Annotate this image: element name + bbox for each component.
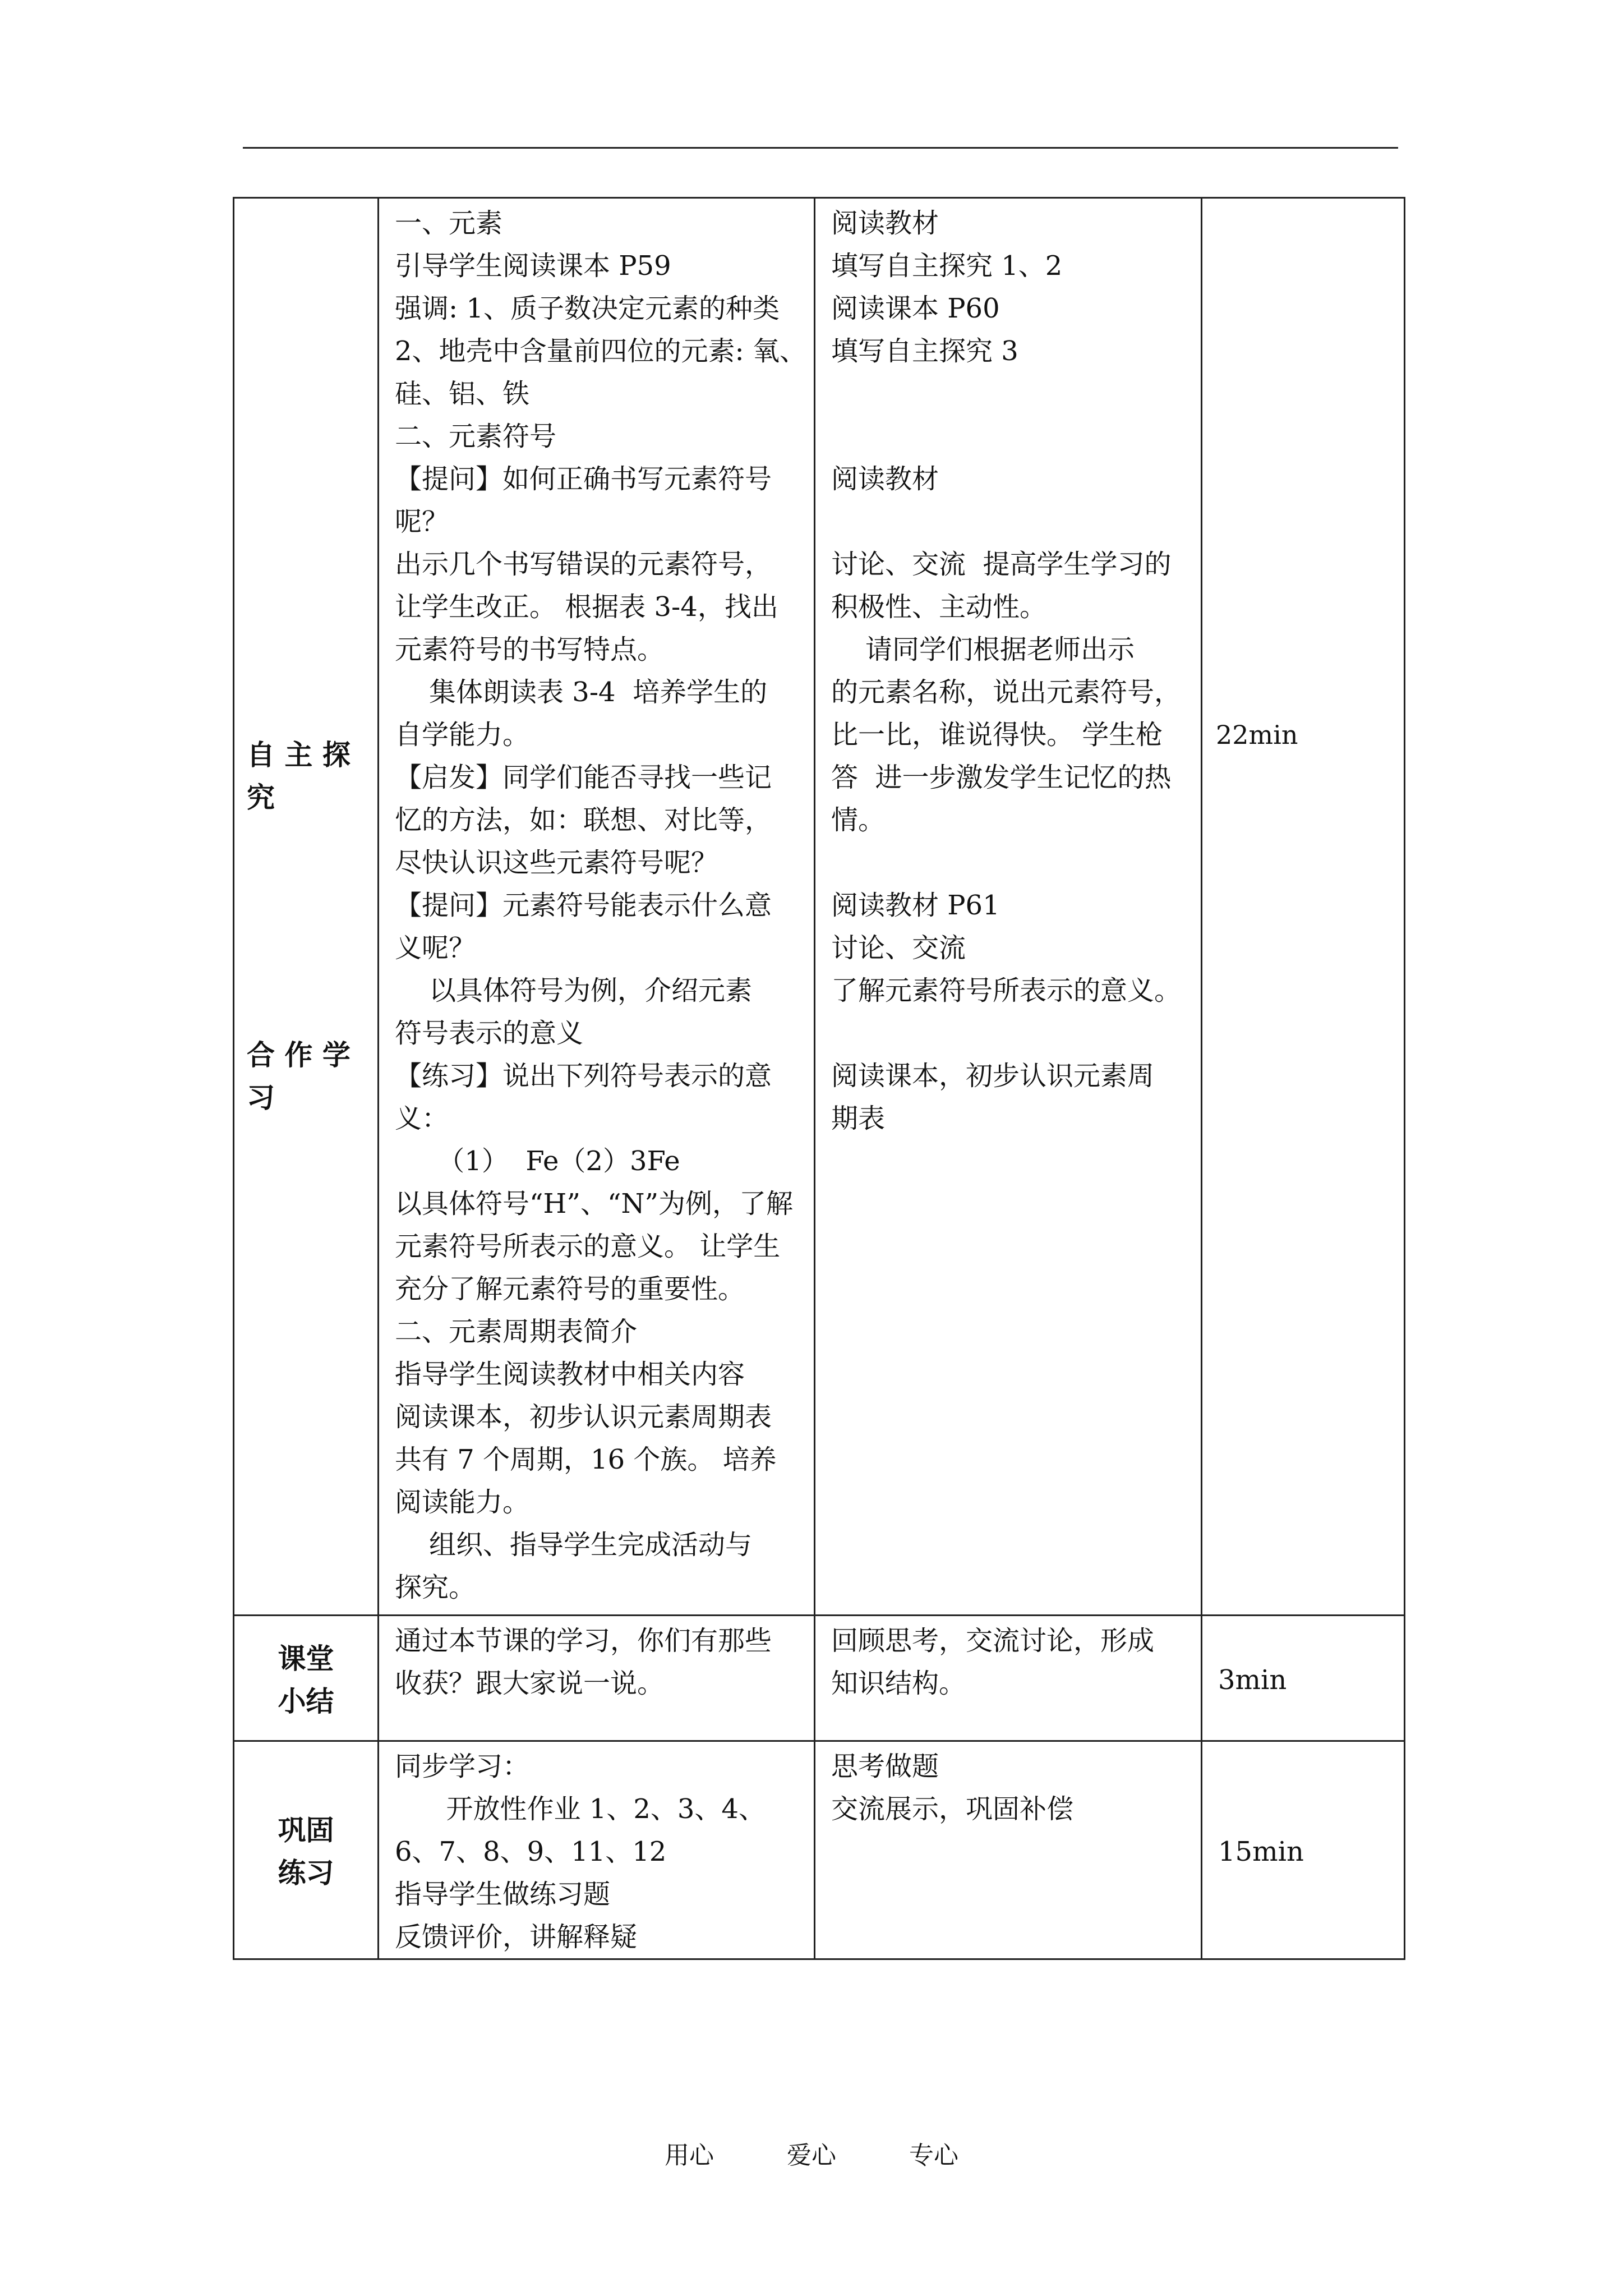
text-line: 2、地壳中含量前四位的元素: 氧、 (395, 335, 806, 367)
text-line: 一、元素 (395, 208, 503, 239)
text-line: 指导学生做练习题 (395, 1879, 611, 1910)
text-line: 【启发】同学们能否寻找一些记 (395, 762, 772, 793)
table-row-practice (234, 1741, 1405, 1959)
text-line: 【练习】说出下列符号表示的意 (395, 1060, 772, 1092)
stage-label-main-b (247, 1034, 365, 1119)
text-line: 二、元素周期表简介 (395, 1316, 638, 1347)
table-row-main (234, 198, 1405, 1616)
text-line (831, 841, 1188, 884)
text-line: 义呢？ (395, 932, 476, 964)
text-line: 集体朗读表 3-4 培养学生的 (395, 677, 768, 708)
text-line: 情。 (831, 804, 886, 836)
text-line: 阅读课本，初步认识元素周 (831, 1060, 1155, 1092)
text-line (831, 372, 1188, 415)
text-line: 同步学习： (395, 1751, 530, 1782)
text-line: 6、7、8、9、11、12 (395, 1836, 667, 1867)
text-line: 硅、铝、铁 (395, 378, 530, 409)
text-line: 尽快认识这些元素符号呢？ (395, 847, 718, 878)
stage-cell-main (234, 198, 379, 1616)
text-line: 义： (395, 1103, 449, 1134)
lesson-plan-table (233, 197, 1405, 1960)
footer-text-b: 爱心 (787, 2141, 836, 2170)
stage-label-line: 课堂 (278, 1641, 334, 1675)
header-rule (243, 147, 1398, 149)
text-line: 开放性作业 1、2、3、4、 (395, 1793, 766, 1825)
text-line: 共有 7 个周期，16 个族。 培养 (395, 1444, 777, 1475)
text-line (831, 1012, 1188, 1055)
text-line: 引导学生阅读课本 P59 (395, 250, 671, 282)
text-line: 请同学们根据老师出示 (831, 634, 1135, 665)
text-line: 阅读教材 (831, 463, 939, 495)
text-line: 答 进一步激发学生记忆的热 (831, 762, 1172, 793)
text-line: 阅读教材 (831, 208, 939, 239)
text-line: 积极性、主动性。 (831, 591, 1047, 623)
text-line: 以具体符号为例，介绍元素 (395, 975, 753, 1006)
text-line (831, 415, 1188, 458)
text-line: 阅读教材 P61 (831, 890, 1000, 921)
text-line: 讨论、交流 提高学生学习的 (831, 549, 1172, 580)
text-line: 【提问】如何正确书写元素符号 (395, 463, 772, 495)
stage-cell-summary (234, 1616, 379, 1741)
stage-label-line: 巩固 (278, 1814, 334, 1847)
student-activity-practice (815, 1741, 1202, 1959)
stage-label-line: 练习 (278, 1856, 334, 1889)
time-main: 22min (1216, 720, 1298, 750)
text-line: 讨论、交流 (831, 932, 966, 964)
text-line: （1） Fe（2）3Fe (395, 1145, 680, 1177)
student-activity-summary (815, 1616, 1202, 1741)
text-line: 组织、指导学生完成活动与 (395, 1529, 753, 1561)
stage-label-main-a (247, 734, 365, 819)
text-line: 元素符号的书写特点。 (395, 634, 665, 665)
text-line: 回顾思考，交流讨论，形成 (831, 1625, 1155, 1657)
text-line: 阅读课本 P60 (831, 293, 1000, 324)
stage-label-text: 自 主 探 究 (247, 738, 351, 814)
text-line: 自学能力。 (395, 719, 530, 751)
text-line: 指导学生阅读教材中相关内容 (395, 1359, 745, 1390)
footer-text-c: 专心 (909, 2141, 958, 2170)
text-line (831, 500, 1188, 543)
text-line: 让学生改正。 根据表 3-4，找出 (395, 591, 778, 623)
text-line: 填写自主探究 1、2 (831, 250, 1063, 282)
text-line: 探究。 (395, 1572, 476, 1603)
time-cell-summary: 3min (1202, 1616, 1405, 1741)
text-line: 符号表示的意义 (395, 1018, 584, 1049)
text-line: 二、元素符号 (395, 421, 557, 452)
text-line: 阅读课本，初步认识元素周期表 (395, 1401, 772, 1433)
text-line: 出示几个书写错误的元素符号， (395, 549, 772, 580)
footer-text-a: 用心 (665, 2141, 714, 2170)
text-line: 强调: 1、质子数决定元素的种类 (395, 293, 780, 324)
text-line: 知识结构。 (831, 1668, 966, 1699)
table-row-summary (234, 1616, 1405, 1741)
text-line: 【提问】元素符号能表示什么意 (395, 890, 772, 921)
text-line: 呢？ (395, 506, 449, 537)
text-line: 收获？跟大家说一说。 (395, 1668, 665, 1699)
text-line: 思考做题 (831, 1751, 939, 1782)
text-line: 元素符号所表示的意义。 让学生 (395, 1231, 781, 1262)
text-line: 忆的方法，如：联想、对比等， (395, 804, 772, 836)
text-line: 交流展示，巩固补偿 (831, 1793, 1074, 1825)
text-line: 通过本节课的学习，你们有那些 (395, 1625, 772, 1657)
text-line: 反馈评价，讲解释疑 (395, 1921, 638, 1953)
text-line: 了解元素符号所表示的意义。 (831, 975, 1182, 1006)
text-line: 阅读能力。 (395, 1487, 530, 1518)
page-footer (0, 2135, 1623, 2171)
stage-cell-practice (234, 1741, 379, 1959)
teacher-activity-main (379, 198, 815, 1616)
text-line: 以具体符号“H”、“N”为例，了解 (395, 1188, 794, 1220)
text-line: 填写自主探究 3 (831, 335, 1018, 367)
time-cell-main (1202, 198, 1405, 1616)
stage-label-text: 合 作 学 习 (247, 1038, 351, 1114)
teacher-activity-practice (379, 1741, 815, 1959)
stage-label-line: 小结 (278, 1684, 334, 1718)
text-line: 的元素名称，说出元素符号， (831, 677, 1182, 708)
text-line: 期表 (831, 1103, 886, 1134)
text-line: 充分了解元素符号的重要性。 (395, 1273, 745, 1305)
student-activity-main (815, 198, 1202, 1616)
time-cell-practice: 15min (1202, 1741, 1405, 1959)
text-line: 比一比，谁说得快。 学生枪 (831, 719, 1163, 751)
teacher-activity-summary (379, 1616, 815, 1741)
